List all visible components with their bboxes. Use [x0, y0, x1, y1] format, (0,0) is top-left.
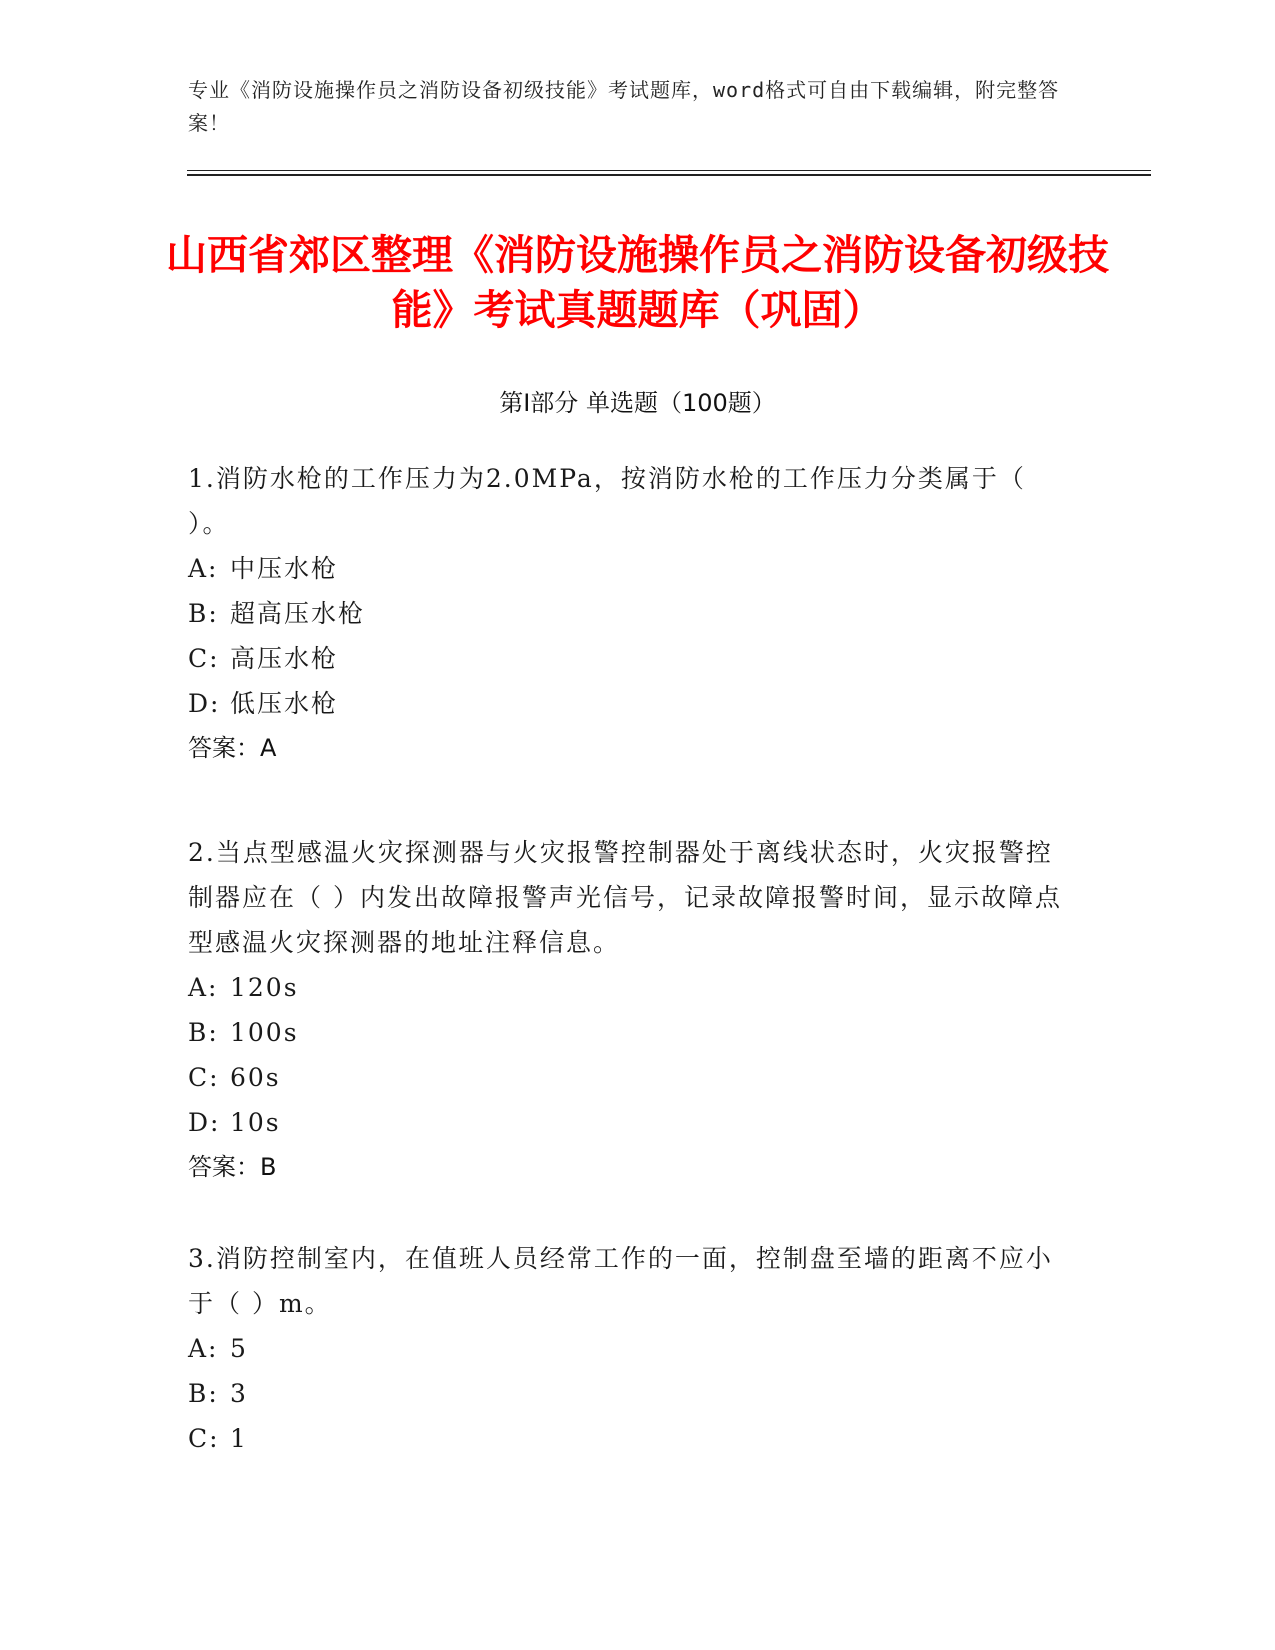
header-divider-thin — [187, 170, 1151, 171]
option-c — [188, 1055, 1068, 1100]
question-stem: 2.当点型感温火灾探测器与火灾报警控制器处于离线状态时，火灾报警控制器应在（ ）内发出故障报警声光信号，记录故障报警时间，显示故障点型感温火灾探测器的地址注释信息。 — [188, 838, 1062, 957]
option-text: 1 — [230, 1424, 248, 1453]
option-b — [188, 1010, 1068, 1055]
option-text: 10s — [230, 1108, 281, 1137]
option-text: 超高压水枪 — [230, 599, 366, 628]
option-a — [188, 546, 1068, 591]
option-text: 100s — [230, 1018, 299, 1047]
answer-line: 答案：A — [188, 734, 277, 762]
option-text: 120s — [230, 973, 299, 1002]
question-2 — [188, 830, 1068, 1190]
option-key: C: — [188, 644, 220, 673]
header-note: 专业《消防设施操作员之消防设备初级技能》考试题库，word格式可自由下载编辑，附完整答案！ — [188, 78, 1060, 135]
option-key: A: — [188, 554, 219, 583]
option-key: D: — [188, 1108, 221, 1137]
option-text: 5 — [230, 1334, 248, 1363]
option-key: B: — [188, 1379, 219, 1408]
document-title: 山西省郊区整理《消防设施操作员之消防设备初级技能》考试真题题库（巩固） — [166, 231, 1109, 334]
option-text: 高压水枪 — [230, 644, 339, 673]
option-key: B: — [188, 599, 219, 628]
option-a — [188, 1326, 1068, 1371]
option-b — [188, 591, 1068, 636]
option-text: 3 — [230, 1379, 248, 1408]
option-key: C: — [188, 1424, 220, 1453]
option-b — [188, 1371, 1068, 1416]
option-d — [188, 1100, 1068, 1145]
option-d — [188, 681, 1068, 726]
question-1 — [188, 456, 1068, 771]
option-text: 低压水枪 — [230, 689, 339, 718]
option-key: C: — [188, 1063, 220, 1092]
option-a — [188, 965, 1068, 1010]
option-key: D: — [188, 689, 221, 718]
answer-line: 答案：B — [188, 1153, 277, 1181]
option-key: A: — [188, 973, 219, 1002]
option-key: A: — [188, 1334, 219, 1363]
header-divider-thick — [187, 174, 1151, 176]
question-stem: 1.消防水枪的工作压力为2.0MPa，按消防水枪的工作压力分类属于（ ）。 — [188, 464, 1026, 538]
option-c — [188, 636, 1068, 681]
question-3 — [188, 1236, 1068, 1461]
question-stem: 3.消防控制室内，在值班人员经常工作的一面，控制盘至墙的距离不应小于（ ）m。 — [188, 1244, 1053, 1318]
option-text: 中压水枪 — [230, 554, 339, 583]
option-text: 60s — [230, 1063, 281, 1092]
option-key: B: — [188, 1018, 219, 1047]
option-c — [188, 1416, 1068, 1461]
section-heading: 第Ⅰ部分 单选题（100题） — [499, 389, 776, 417]
